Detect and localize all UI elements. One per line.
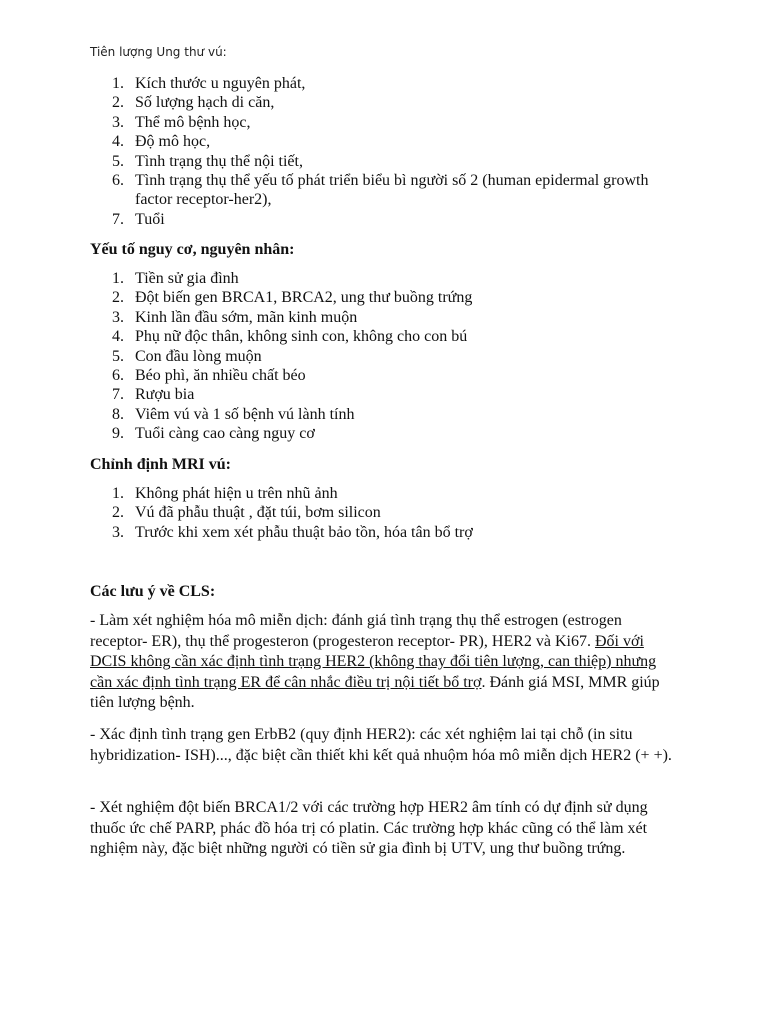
- list-item: 1. Kích thước u nguyên phát,: [112, 75, 306, 92]
- list-item: 6. Béo phì, ăn nhiều chất béo: [112, 367, 306, 385]
- list-item: 6. Tình trạng thụ thể yếu tố phát triển biểu bì người số 2 (human epidermal growth factor receptor-her2),: [112, 172, 649, 209]
- risk-list-block: [90, 269, 680, 444]
- mri-list: [90, 484, 680, 542]
- cls-paragraph-2: - Xác định tình trạng gen ErbB2 (quy định HER2): các xét nghiệm lai tại chỗ (in situ hybridization- ISH)..., đặc biệt cần thiết khi kết quả nhuộm hóa mô miễn dịch HER2 (+ +).: [90, 726, 672, 764]
- list-item: 5. Con đầu lòng muộn: [112, 347, 262, 365]
- underlined-note: Đối với DCIS không cần xác định tình trạng HER2 (không thay đổi tiên lượng, can thiệp) nhưng cần xác định tình trạng ER để cân nhắc điều trị nội tiết bổ trợ: [90, 632, 657, 691]
- list-item: 9. Tuổi càng cao càng nguy cơ: [112, 425, 315, 443]
- list-item: 4. Độ mô học,: [112, 133, 211, 151]
- document-title: Tiên lượng Ung thư vú:: [90, 45, 227, 59]
- list-item: 3. Kinh lần đầu sớm, mãn kinh muộn: [112, 308, 358, 326]
- list-item: 7. Rượu bia: [112, 386, 195, 404]
- list-item: 4. Phụ nữ độc thân, không sinh con, không cho con bú: [112, 328, 468, 346]
- list-item: 2. Số lượng hạch di căn,: [112, 94, 275, 112]
- cls-paragraph-1: - Làm xét nghiệm hóa mô miễn dịch: đánh giá tình trạng thụ thể estrogen (estrogen receptor- ER), thụ thể progesteron (progesteron receptor- PR), HER2 và Ki67. Đối với DCIS không cần xác định tình trạng HER2 (không thay đổi tiên lượng, can thiệp) nhưng cần xác định tình trạng ER để cân nhắc điều trị nội tiết bổ trợ. Đánh giá MSI, MMR giúp tiên lượng bệnh.: [90, 612, 660, 711]
- risk-list: [90, 269, 680, 444]
- prognosis-list-block: [90, 74, 680, 229]
- list-item: 2. Vú đã phẫu thuật , đặt túi, bơm silicon: [112, 504, 381, 522]
- list-item: 8. Viêm vú và 1 số bệnh vú lành tính: [112, 405, 355, 423]
- prognosis-list: [90, 74, 680, 229]
- cls-heading: Các lưu ý về CLS:: [90, 583, 216, 600]
- list-item: 7. Tuổi: [112, 210, 165, 228]
- mri-heading: Chỉnh định MRI vú:: [90, 456, 231, 473]
- mri-list-block: [90, 484, 680, 542]
- list-item: 2. Đột biến gen BRCA1, BRCA2, ung thư buồng trứng: [112, 289, 473, 307]
- list-item: 3. Thể mô bệnh học,: [112, 113, 251, 131]
- list-item: 1. Không phát hiện u trên nhũ ảnh: [112, 485, 338, 502]
- list-item: 5. Tình trạng thụ thể nội tiết,: [112, 152, 303, 170]
- cls-paragraph-3: - Xét nghiệm đột biến BRCA1/2 với các trường hợp HER2 âm tính có dự định sử dụng thuốc ức chế PARP, phác đồ hóa trị có platin. Các trường hợp khác cũng có thể làm xét nghiệm này, đặc biệt những người có tiền sử gia đình bị UTV, ung thư buồng trứng.: [90, 799, 648, 857]
- risk-heading: Yếu tố nguy cơ, nguyên nhân:: [90, 241, 295, 258]
- list-item: 3. Trước khi xem xét phẫu thuật bảo tồn, hóa tân bổ trợ: [112, 523, 473, 541]
- list-item: 1. Tiền sử gia đình: [112, 270, 239, 287]
